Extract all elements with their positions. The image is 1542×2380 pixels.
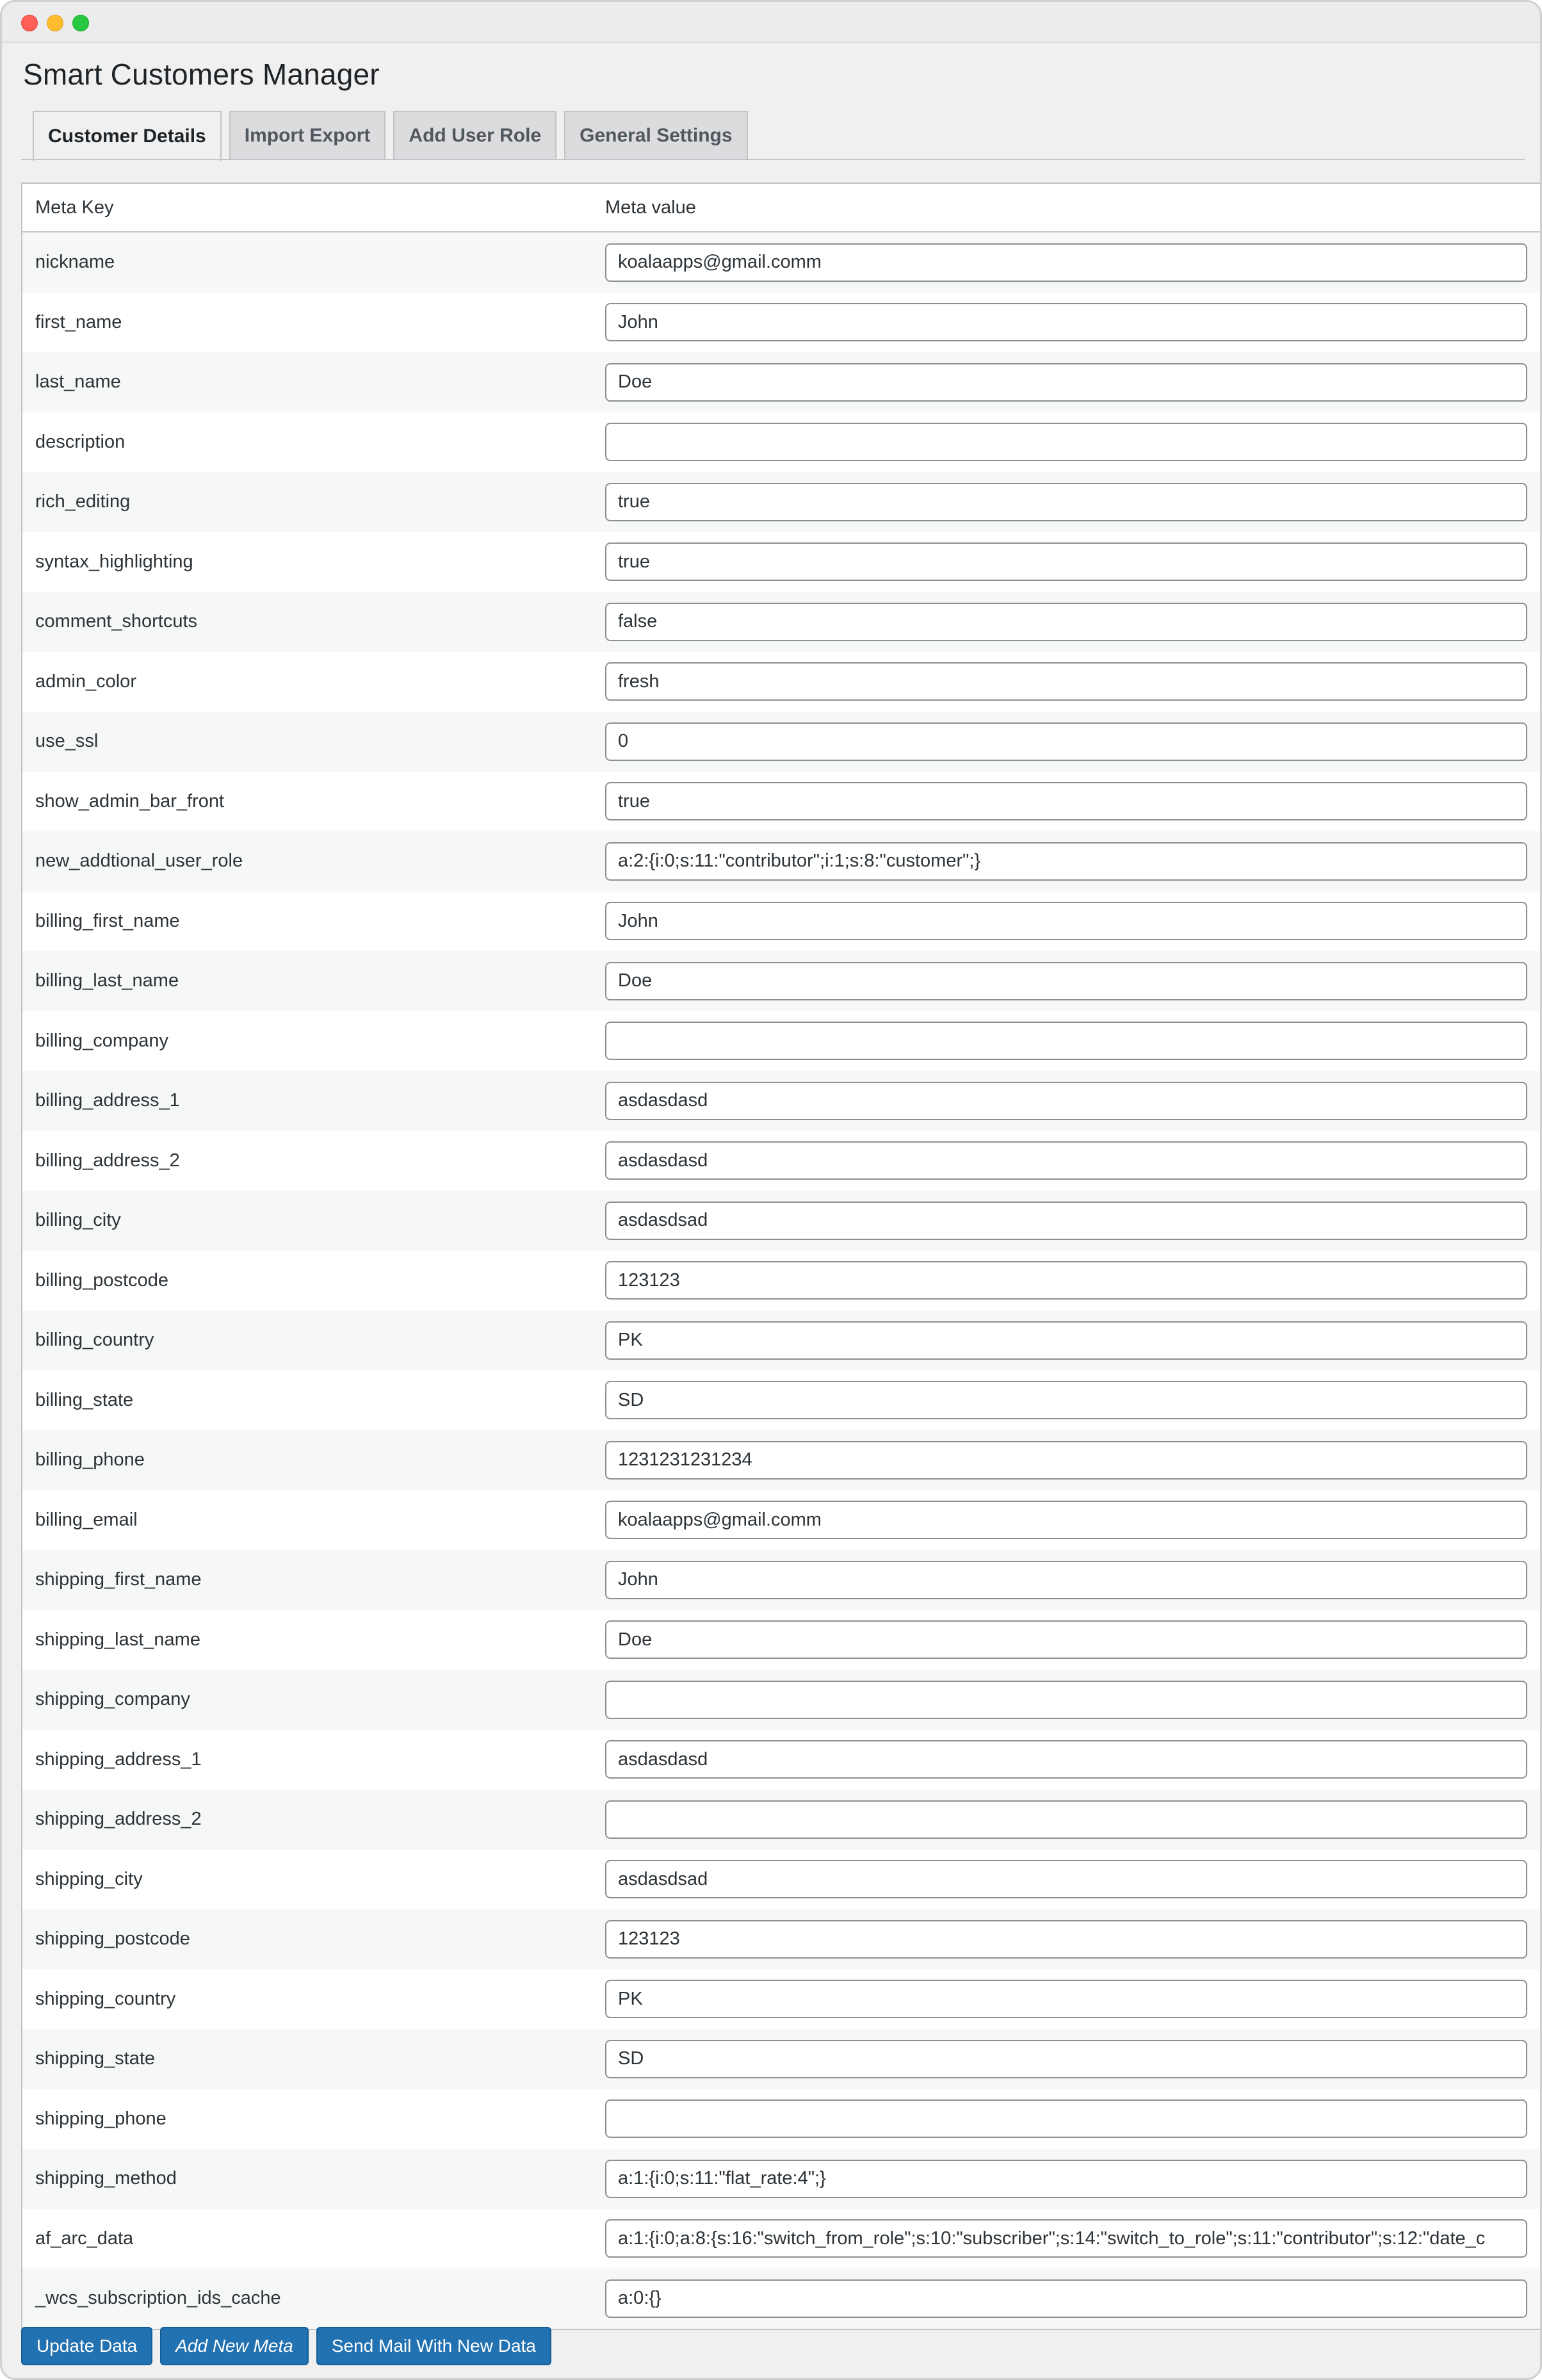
meta-key-label: _wcs_subscription_ids_cache xyxy=(35,2288,281,2309)
meta-key-label: billing_first_name xyxy=(35,910,180,931)
meta-value-input[interactable] xyxy=(605,1561,1527,1599)
table-row xyxy=(22,1310,1542,1371)
meta-value-cell xyxy=(605,1501,1527,1539)
meta-key-label: billing_postcode xyxy=(35,1269,168,1291)
meta-value-input[interactable] xyxy=(605,1920,1527,1959)
table-row xyxy=(22,1071,1542,1131)
meta-key-label: shipping_city xyxy=(35,1868,143,1889)
meta-value-input[interactable] xyxy=(605,303,1527,341)
meta-value-input[interactable] xyxy=(605,363,1527,402)
meta-value-cell xyxy=(605,842,1527,881)
meta-value-cell xyxy=(605,2099,1527,2138)
column-header-meta-key: Meta Key xyxy=(35,197,114,218)
table-row xyxy=(22,1371,1542,1431)
meta-value-input[interactable] xyxy=(605,1681,1527,1719)
table-row xyxy=(22,1191,1542,1251)
meta-value-input[interactable] xyxy=(605,1501,1527,1539)
meta-key-label: billing_phone xyxy=(35,1449,145,1471)
meta-value-input[interactable] xyxy=(605,1441,1527,1479)
meta-value-cell xyxy=(605,363,1527,402)
meta-key-label: billing_address_1 xyxy=(35,1090,180,1111)
meta-value-cell xyxy=(605,603,1527,641)
table-row xyxy=(22,1730,1542,1790)
meta-key-label: shipping_address_1 xyxy=(35,1748,202,1770)
meta-value-cell xyxy=(605,962,1527,1000)
meta-key-label: shipping_first_name xyxy=(35,1569,202,1590)
table-row xyxy=(22,951,1542,1011)
meta-value-cell xyxy=(605,1740,1527,1779)
window-titlebar xyxy=(2,2,1540,43)
table-row xyxy=(22,1850,1542,1910)
meta-value-input[interactable] xyxy=(605,1860,1527,1898)
meta-key-label: shipping_country xyxy=(35,1988,176,2009)
meta-value-cell xyxy=(605,1441,1527,1479)
meta-value-input[interactable] xyxy=(605,662,1527,701)
maximize-window-icon[interactable] xyxy=(72,15,89,31)
meta-key-label: shipping_postcode xyxy=(35,1928,190,1950)
close-window-icon[interactable] xyxy=(21,15,38,31)
page-title: Smart Customers Manager xyxy=(23,58,380,91)
meta-key-label: shipping_method xyxy=(35,2168,177,2189)
meta-value-input[interactable] xyxy=(605,603,1527,641)
table-row xyxy=(22,1430,1542,1490)
meta-key-label: billing_city xyxy=(35,1210,121,1231)
table-row xyxy=(22,293,1542,353)
meta-value-cell xyxy=(605,243,1527,282)
meta-value-cell xyxy=(605,722,1527,761)
tab-customer-details[interactable]: Customer Details xyxy=(33,111,222,161)
meta-key-label: syntax_highlighting xyxy=(35,551,193,572)
meta-value-cell xyxy=(605,662,1527,701)
action-bar xyxy=(21,2327,551,2365)
meta-value-input[interactable] xyxy=(605,1980,1527,2018)
meta-value-cell xyxy=(605,1082,1527,1120)
meta-key-label: admin_color xyxy=(35,671,136,692)
meta-value-cell xyxy=(605,1261,1527,1300)
meta-value-cell xyxy=(605,2040,1527,2078)
table-row xyxy=(22,772,1542,832)
meta-value-cell xyxy=(605,782,1527,820)
table-row xyxy=(22,1909,1542,1969)
meta-value-input[interactable] xyxy=(605,1022,1527,1060)
meta-value-cell xyxy=(605,1561,1527,1599)
meta-key-label: shipping_state xyxy=(35,2048,156,2069)
tab-import-export[interactable]: Import Export xyxy=(229,111,386,159)
meta-value-input[interactable] xyxy=(605,2279,1527,2318)
meta-value-input[interactable] xyxy=(605,2160,1527,2198)
table-row xyxy=(22,592,1542,652)
meta-value-input[interactable] xyxy=(605,423,1527,461)
meta-value-cell xyxy=(605,542,1527,581)
meta-key-label: show_admin_bar_front xyxy=(35,790,225,811)
meta-value-input[interactable] xyxy=(605,483,1527,521)
table-row xyxy=(22,712,1542,772)
meta-value-input[interactable] xyxy=(605,1082,1527,1120)
meta-key-label: comment_shortcuts xyxy=(35,611,198,632)
meta-key-label: billing_country xyxy=(35,1330,154,1351)
tab-add-user-role[interactable]: Add User Role xyxy=(393,111,556,159)
meta-value-cell xyxy=(605,1381,1527,1419)
table-row xyxy=(22,472,1542,532)
meta-key-label: billing_company xyxy=(35,1030,168,1051)
table-row xyxy=(22,1670,1542,1730)
table-row xyxy=(22,232,1542,293)
meta-value-cell xyxy=(605,2160,1527,2198)
meta-value-input[interactable] xyxy=(605,1202,1527,1240)
meta-value-input[interactable] xyxy=(605,2040,1527,2078)
meta-value-input[interactable] xyxy=(605,542,1527,581)
table-row xyxy=(22,1610,1542,1670)
meta-value-cell xyxy=(605,1860,1527,1898)
meta-key-label: billing_email xyxy=(35,1509,138,1530)
meta-value-input[interactable] xyxy=(605,962,1527,1000)
meta-key-label: af_arc_data xyxy=(35,2228,134,2249)
meta-key-label: billing_state xyxy=(35,1389,134,1410)
table-row xyxy=(22,652,1542,712)
table-row xyxy=(22,831,1542,892)
meta-key-label: shipping_last_name xyxy=(35,1629,200,1650)
meta-value-input[interactable] xyxy=(605,1321,1527,1360)
column-header-meta-value: Meta value xyxy=(605,197,696,218)
table-row xyxy=(22,2209,1542,2269)
meta-key-label: rich_editing xyxy=(35,491,131,512)
table-row xyxy=(22,1550,1542,1610)
meta-value-cell xyxy=(605,2279,1527,2318)
meta-key-label: description xyxy=(35,431,126,452)
meta-value-cell xyxy=(605,303,1527,341)
table-row xyxy=(22,2089,1542,2149)
meta-value-input[interactable] xyxy=(605,1261,1527,1300)
table-row xyxy=(22,532,1542,592)
meta-value-input[interactable] xyxy=(605,2099,1527,2138)
table-header xyxy=(22,184,1542,232)
meta-value-input[interactable] xyxy=(605,782,1527,820)
send-mail-button[interactable]: Send Mail With New Data xyxy=(316,2327,551,2365)
table-body xyxy=(22,232,1542,2329)
meta-table xyxy=(21,183,1542,2330)
table-row xyxy=(22,892,1542,952)
meta-value-cell xyxy=(605,1681,1527,1719)
table-row xyxy=(22,1251,1542,1311)
meta-value-input[interactable] xyxy=(605,722,1527,761)
tab-divider xyxy=(21,159,1525,160)
add-new-meta-button[interactable]: Add New Meta xyxy=(160,2327,309,2365)
meta-value-input[interactable] xyxy=(605,1740,1527,1779)
table-row xyxy=(22,1011,1542,1072)
table-row xyxy=(22,412,1542,473)
table-row xyxy=(22,352,1542,412)
meta-key-label: nickname xyxy=(35,252,115,273)
meta-value-cell xyxy=(605,1141,1527,1180)
table-row xyxy=(22,2029,1542,2089)
tab-bar xyxy=(33,111,748,159)
meta-key-label: shipping_address_2 xyxy=(35,1809,202,1830)
meta-value-cell xyxy=(605,1620,1527,1659)
meta-value-cell xyxy=(605,902,1527,940)
update-data-button[interactable]: Update Data xyxy=(21,2327,152,2365)
table-row xyxy=(22,1131,1542,1191)
meta-value-input[interactable] xyxy=(605,902,1527,940)
meta-value-input[interactable] xyxy=(605,2219,1527,2258)
meta-key-label: first_name xyxy=(35,311,122,332)
meta-key-label: use_ssl xyxy=(35,731,99,752)
meta-value-input[interactable] xyxy=(605,842,1527,881)
meta-key-label: shipping_company xyxy=(35,1689,190,1710)
meta-key-label: billing_address_2 xyxy=(35,1150,180,1171)
meta-value-input[interactable] xyxy=(605,1620,1527,1659)
meta-value-input[interactable] xyxy=(605,1381,1527,1419)
meta-key-label: new_addtional_user_role xyxy=(35,851,243,872)
table-row xyxy=(22,1789,1542,1850)
meta-value-cell xyxy=(605,1321,1527,1360)
meta-value-cell xyxy=(605,423,1527,461)
table-row xyxy=(22,1969,1542,2030)
meta-value-cell xyxy=(605,1920,1527,1959)
meta-value-cell xyxy=(605,1980,1527,2018)
minimize-window-icon[interactable] xyxy=(47,15,63,31)
meta-key-label: billing_last_name xyxy=(35,970,179,991)
table-row xyxy=(22,1490,1542,1551)
meta-key-label: shipping_phone xyxy=(35,2108,166,2129)
meta-key-label: last_name xyxy=(35,371,121,393)
meta-value-cell xyxy=(605,1202,1527,1240)
meta-value-cell xyxy=(605,2219,1527,2258)
meta-value-input[interactable] xyxy=(605,243,1527,282)
meta-value-input[interactable] xyxy=(605,1141,1527,1180)
meta-value-input[interactable] xyxy=(605,1800,1527,1839)
table-row xyxy=(22,2269,1542,2329)
meta-value-cell xyxy=(605,1022,1527,1060)
meta-value-cell xyxy=(605,483,1527,521)
table-row xyxy=(22,2149,1542,2209)
tab-general-settings[interactable]: General Settings xyxy=(564,111,747,159)
meta-value-cell xyxy=(605,1800,1527,1839)
